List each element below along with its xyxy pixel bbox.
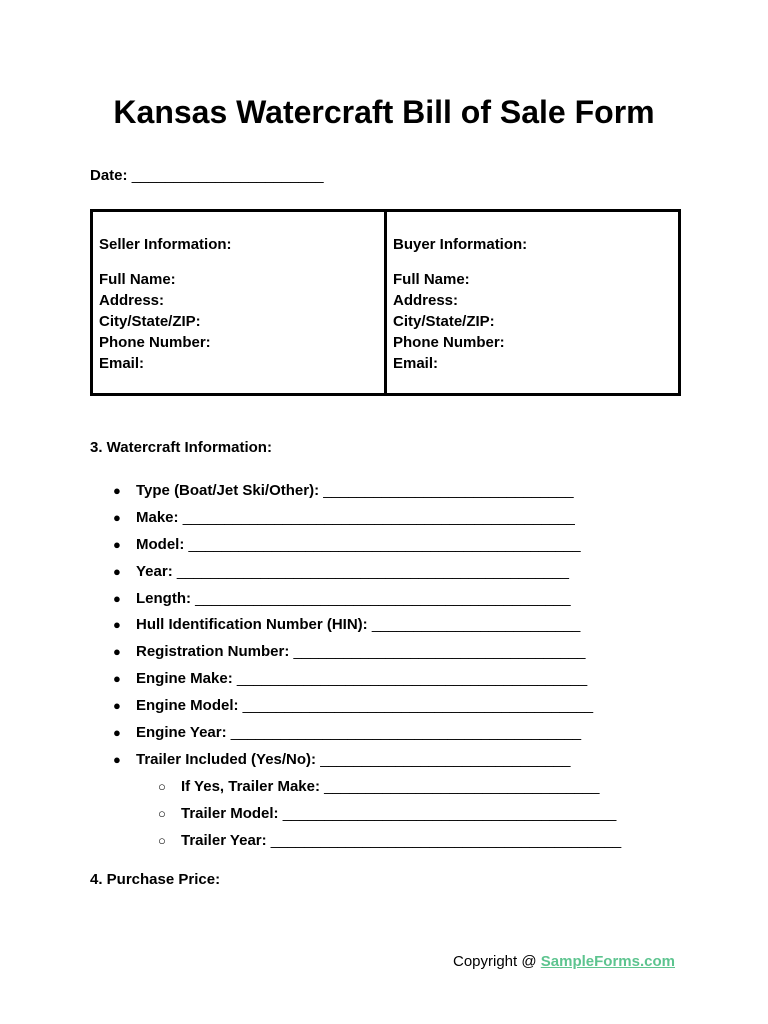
field-blank[interactable]: __________________________________________: [270, 831, 622, 849]
watercraft-section-heading: 3. Watercraft Information:: [90, 439, 272, 456]
list-item: [0, 586, 768, 613]
field-blank[interactable]: _________________________: [371, 616, 581, 634]
brand-link[interactable]: SampleForms.com: [540, 953, 675, 970]
buyer-email-label: Email:: [393, 355, 439, 372]
page-title: Kansas Watercraft Bill of Sale Form: [113, 94, 655, 130]
seller-address-label: Address:: [99, 292, 165, 309]
date-field: [90, 166, 324, 186]
footer-copyright: [453, 952, 675, 972]
sub-list-item: [0, 774, 768, 801]
date-label: Date:: [90, 167, 128, 184]
field-blank[interactable]: _______________________________________________: [176, 562, 569, 580]
field-label: Hull Identification Number (HIN):: [136, 616, 368, 634]
list-item: [0, 532, 768, 559]
seller-full-name-label: Full Name:: [99, 271, 176, 288]
bullet-icon: ●: [113, 644, 121, 660]
copyright-text: Copyright @: [453, 953, 541, 970]
bullet-icon: ●: [113, 590, 121, 606]
buyer-city-state-zip-label: City/State/ZIP:: [393, 313, 495, 330]
field-blank[interactable]: ______________________________: [320, 750, 571, 768]
field-label: Make:: [136, 508, 179, 526]
list-item: [0, 639, 768, 666]
date-blank[interactable]: _______________________: [131, 167, 324, 184]
bullet-icon: ●: [113, 509, 121, 525]
field-label: Engine Make:: [136, 670, 233, 688]
list-item: [0, 720, 768, 747]
hollow-bullet-icon: ○: [158, 805, 166, 821]
bullet-icon: ●: [113, 671, 121, 687]
seller-city-state-zip-label: City/State/ZIP:: [99, 313, 201, 330]
field-blank[interactable]: ________________________________________: [282, 804, 617, 822]
seller-phone-number-label: Phone Number:: [99, 334, 211, 351]
buyer-address-label: Address:: [393, 292, 459, 309]
bullet-icon: ●: [113, 536, 121, 552]
field-blank[interactable]: __________________________________________: [242, 697, 594, 715]
field-label: Model:: [136, 535, 185, 553]
list-item: [0, 478, 768, 505]
field-label: Trailer Model:: [181, 804, 279, 822]
watercraft-field-list: [0, 478, 768, 854]
list-item: [0, 559, 768, 586]
buyer-heading: Buyer Information:: [393, 236, 528, 253]
field-label: Engine Year:: [136, 724, 227, 742]
bullet-icon: ●: [113, 483, 121, 498]
field-label: Type (Boat/Jet Ski/Other):: [136, 482, 320, 499]
field-label: Trailer Included (Yes/No):: [136, 750, 317, 768]
field-label: If Yes, Trailer Make:: [181, 777, 320, 795]
list-item: [0, 612, 768, 639]
field-label: Engine Model:: [136, 697, 239, 715]
field-blank[interactable]: ______________________________: [323, 482, 574, 499]
field-label: Registration Number:: [136, 643, 290, 661]
field-label: Trailer Year:: [181, 831, 267, 849]
list-item: [0, 505, 768, 532]
field-blank[interactable]: _______________________________________________: [188, 535, 581, 553]
field-blank[interactable]: __________________________________________: [236, 670, 588, 688]
bullet-icon: ●: [113, 617, 121, 633]
list-item: [0, 747, 768, 774]
bullet-icon: ●: [113, 698, 121, 714]
list-item: [0, 693, 768, 720]
field-blank[interactable]: __________________________________________: [230, 724, 582, 742]
field-blank[interactable]: ___________________________________: [293, 643, 586, 661]
bullet-icon: ●: [113, 751, 121, 767]
buyer-information-cell: [387, 212, 678, 393]
field-blank[interactable]: _______________________________________________: [182, 508, 575, 526]
buyer-full-name-label: Full Name:: [393, 271, 470, 288]
list-item: [0, 666, 768, 693]
seller-information-cell: [93, 212, 387, 393]
field-blank[interactable]: _____________________________________________: [195, 589, 571, 607]
hollow-bullet-icon: ○: [158, 832, 166, 848]
bullet-icon: ●: [113, 563, 121, 579]
field-label: Length:: [136, 589, 191, 607]
seller-heading: Seller Information:: [99, 236, 232, 253]
field-blank[interactable]: _________________________________: [324, 777, 600, 795]
buyer-phone-number-label: Phone Number:: [393, 334, 505, 351]
bullet-icon: ●: [113, 725, 121, 741]
sub-list-item: [0, 828, 768, 855]
sub-list-item: [0, 801, 768, 828]
purchase-price-heading: 4. Purchase Price:: [90, 871, 221, 888]
party-information-table: [90, 209, 681, 396]
seller-email-label: Email:: [99, 355, 145, 372]
field-label: Year:: [136, 562, 173, 580]
hollow-bullet-icon: ○: [158, 778, 166, 794]
